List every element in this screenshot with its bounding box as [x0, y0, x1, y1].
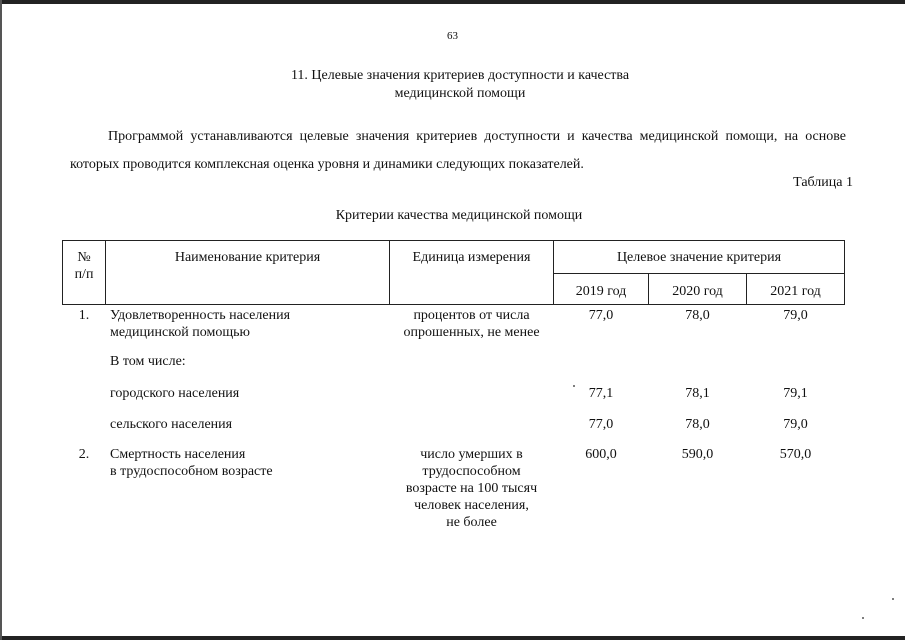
- row-2-unit-line-2: трудоспособном: [422, 464, 521, 479]
- row-rural-value-2019: 77,0: [588, 417, 614, 432]
- header-year-2021: 2021 год: [770, 284, 821, 299]
- header-num: [63, 249, 105, 283]
- row-1-name-line-2: медицинской помощью: [110, 325, 250, 340]
- row-1-value-2020: 78,0: [685, 308, 710, 323]
- row-2-name: [110, 446, 390, 480]
- row-1-num: 1.: [78, 308, 90, 323]
- table-col-right: [844, 240, 845, 305]
- row-1-value-2021: 79,0: [783, 308, 808, 323]
- section-title: [230, 67, 690, 103]
- header-unit: Единица измерения: [412, 250, 531, 265]
- row-2-unit-line-3: возрасте на 100 тысяч: [405, 481, 538, 496]
- row-2-unit-line-4: человек населения,: [414, 498, 529, 513]
- row-2-value-2021: 570,0: [779, 447, 812, 462]
- row-1-value-2019: 77,0: [588, 308, 614, 323]
- row-1-unit: [390, 307, 553, 341]
- table-years-divider: [553, 273, 845, 274]
- row-urban-value-2019: 77,1: [588, 386, 614, 401]
- scan-border-bottom: [0, 636, 905, 640]
- section-title-line-1: 11. Целевые значения критериев доступности и качества: [290, 68, 630, 83]
- row-rural-name: сельского населения: [110, 417, 233, 432]
- scan-border-left: [0, 0, 2, 640]
- row-including-label: В том числе:: [110, 354, 186, 369]
- scan-speck: [862, 617, 864, 619]
- row-1-unit-line-2: опрошенных, не менее: [403, 325, 540, 340]
- header-year-2020: 2020 год: [672, 284, 723, 299]
- row-1-unit-line-1: процентов от числа: [413, 308, 530, 323]
- row-2-name-line-2: в трудоспособном возрасте: [110, 464, 273, 479]
- row-2-value-2019: 600,0: [585, 447, 617, 462]
- row-urban-name: городского населения: [110, 386, 240, 401]
- row-urban-value-2021: 79,1: [783, 386, 808, 401]
- row-rural-value-2020: 78,0: [685, 417, 710, 432]
- row-2-name-line-1: Смертность населения: [110, 447, 246, 462]
- row-2-unit-line-5: не более: [446, 515, 497, 530]
- scan-border-top: [0, 0, 905, 4]
- scan-speck: [573, 385, 575, 387]
- table-title: Критерии качества медицинской помощи: [335, 208, 583, 223]
- header-name: Наименование критерия: [174, 250, 321, 265]
- header-num-line-1: №: [77, 250, 91, 265]
- row-1-name: [110, 307, 390, 341]
- table-border-bottom: [62, 304, 845, 305]
- table-border-top: [62, 240, 845, 241]
- row-2-num: 2.: [78, 447, 90, 462]
- row-1-name-line-1: Удовлетворенность населения: [110, 308, 291, 323]
- section-title-line-2: медицинской помощи: [394, 86, 526, 101]
- intro-paragraph: Программой устанавливаются целевые значения критериев доступности и качества медицинской помощи, на основе которых проводится комплексная оценка уровня и динамики следующих показателей.: [70, 129, 846, 172]
- header-year-2019: 2019 год: [575, 284, 627, 299]
- row-urban-value-2020: 78,1: [685, 386, 710, 401]
- header-target: Целевое значение критерия: [616, 250, 782, 265]
- row-2-value-2020: 590,0: [681, 447, 714, 462]
- table-label: Таблица 1: [793, 175, 853, 190]
- page-number: 63: [447, 30, 458, 42]
- row-2-unit: [390, 446, 553, 531]
- row-2-unit-line-1: число умерших в: [420, 447, 523, 462]
- header-num-line-2: п/п: [74, 267, 94, 282]
- scan-speck: [892, 598, 894, 600]
- row-rural-value-2021: 79,0: [783, 417, 808, 432]
